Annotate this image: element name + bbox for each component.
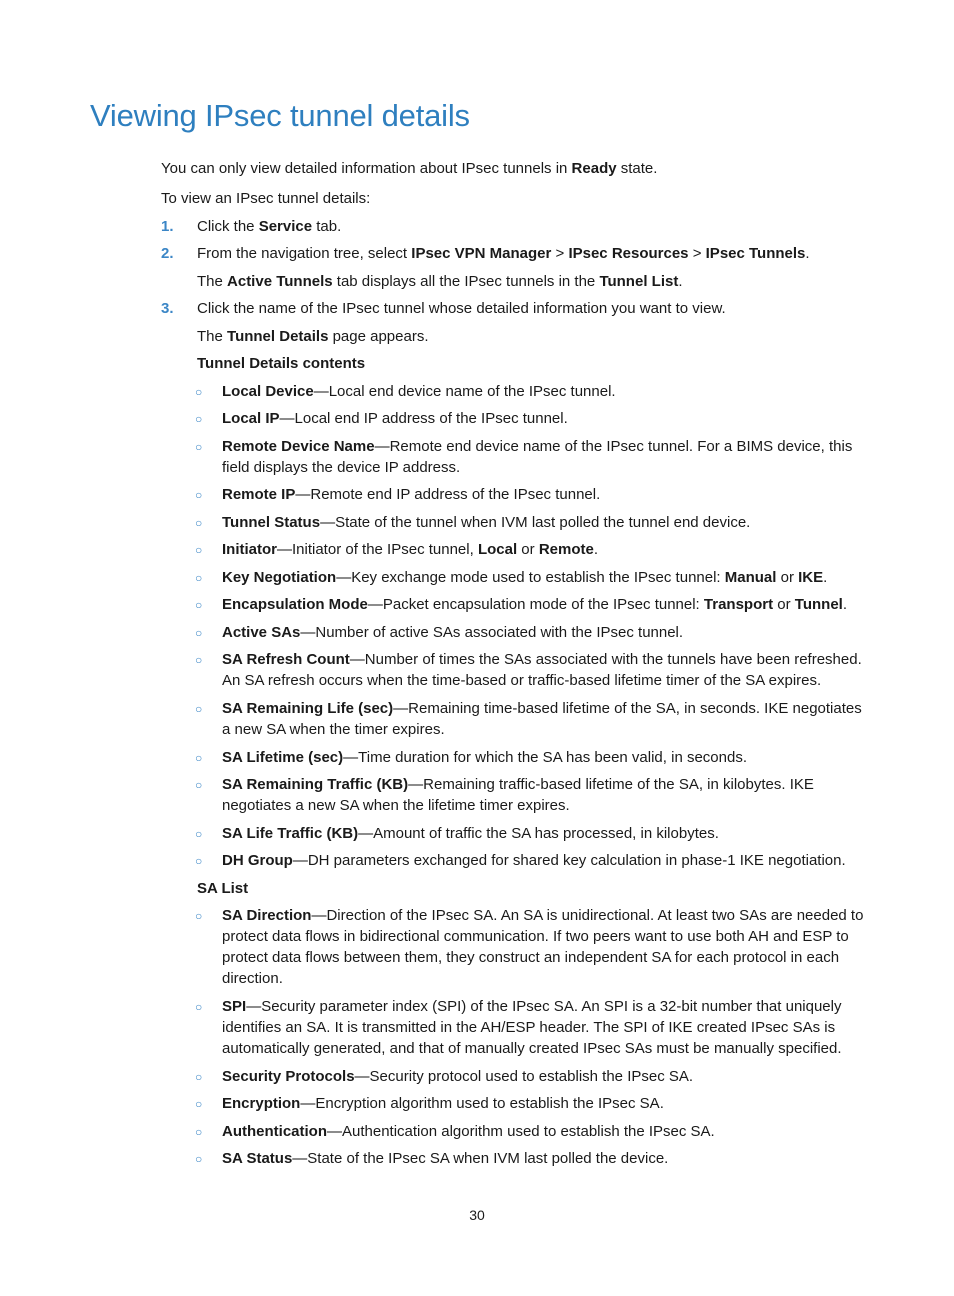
list-item	[222, 774, 867, 816]
list-item-term: SA Status	[222, 1150, 293, 1167]
list-item-description: —State of the IPsec SA when IVM last polled the device.	[292, 1150, 669, 1167]
step-3-note: The Tunnel Details page appears.	[197, 328, 429, 345]
list-item-term: SPI	[222, 998, 247, 1015]
list-item	[222, 747, 867, 768]
list-item-term: Encapsulation Mode	[222, 596, 368, 613]
section-heading-sa-list: SA List	[197, 880, 249, 897]
list-item-description: —Security protocol used to establish the IPsec SA.	[354, 1068, 694, 1085]
list-item	[222, 996, 867, 1059]
bullet-icon: ○	[195, 488, 203, 502]
list-item	[222, 622, 867, 643]
list-item	[222, 436, 867, 478]
list-item-description: —Remaining traffic-based lifetime of the SA, in kilobytes. IKE negotiates a new SA when the lifetime timer expires.	[222, 776, 814, 814]
bullet-icon: ○	[195, 778, 203, 792]
page-number: 30	[469, 1207, 485, 1223]
list-item-description: —Local end device name of the IPsec tunnel.	[313, 383, 616, 400]
list-item-description: —Remote end IP address of the IPsec tunnel.	[295, 486, 601, 503]
list-item-term: Security Protocols	[222, 1068, 355, 1085]
list-item-description: —Number of times the SAs associated with the tunnels have been refreshed. An SA refresh occurs when the time-based or traffic-based lifetime timer of the SA expires.	[222, 651, 862, 689]
list-item-term: Encryption	[222, 1095, 301, 1112]
list-item-description: —Local end IP address of the IPsec tunnel.	[279, 410, 568, 427]
bullet-icon: ○	[195, 1152, 203, 1166]
list-item-term: Tunnel Status	[222, 514, 321, 531]
list-item	[222, 484, 867, 505]
list-item	[222, 567, 867, 588]
list-item-option: or	[517, 541, 539, 558]
list-item-term: SA Remaining Life (sec)	[222, 700, 394, 717]
list-item	[222, 408, 867, 429]
list-item-term: Authentication	[222, 1123, 327, 1140]
list-item-term: Remote IP	[222, 486, 296, 503]
bullet-icon: ○	[195, 1097, 203, 1111]
step-1-text: Click the Service tab.	[197, 218, 342, 235]
list-item-option: IKE	[798, 569, 824, 586]
list-item	[222, 539, 867, 560]
bullet-icon: ○	[195, 571, 203, 585]
step-2-note: The Active Tunnels tab displays all the IPsec tunnels in the Tunnel List.	[197, 273, 683, 290]
list-item-description: —Encryption algorithm used to establish the IPsec SA.	[300, 1095, 664, 1112]
list-item-term: SA Remaining Traffic (KB)	[222, 776, 409, 793]
bullet-icon: ○	[195, 854, 203, 868]
list-item	[222, 594, 867, 615]
step-2-text: From the navigation tree, select IPsec VPN Manager > IPsec Resources > IPsec Tunnels.	[197, 245, 810, 262]
list-item	[222, 1121, 867, 1142]
list-item-description: —Remaining time-based lifetime of the SA, in seconds. IKE negotiates a new SA when the timer expires.	[222, 700, 862, 738]
bullet-icon: ○	[195, 909, 203, 923]
list-item	[222, 905, 867, 989]
list-item-description: —Direction of the IPsec SA. An SA is unidirectional. At least two SAs are needed to protect data flows in bidirectional communication. If two peers want to use both AH and ESP to protect data flows between them, they construct an independent SA for each protocol in each direction.	[222, 907, 864, 987]
list-item-option: or	[776, 569, 799, 586]
list-item	[222, 381, 867, 402]
bullet-icon: ○	[195, 1070, 203, 1084]
bullet-icon: ○	[195, 702, 203, 716]
list-item-description: —Amount of traffic the SA has processed, in kilobytes.	[358, 825, 719, 842]
list-item-term: SA Life Traffic (KB)	[222, 825, 359, 842]
bullet-icon: ○	[195, 1125, 203, 1139]
bullet-icon: ○	[195, 653, 203, 667]
page-title: Viewing IPsec tunnel details	[90, 98, 470, 133]
list-item-term: DH Group	[222, 852, 293, 869]
step-3-text: Click the name of the IPsec tunnel whose detailed information you want to view.	[197, 300, 726, 317]
bullet-icon: ○	[195, 751, 203, 765]
step-number: 3.	[161, 300, 174, 317]
list-item-term: Local Device	[222, 383, 314, 400]
list-item-option: Transport	[703, 596, 774, 613]
list-item-description: —Number of active SAs associated with the IPsec tunnel.	[300, 624, 684, 641]
bullet-icon: ○	[195, 598, 203, 612]
bullet-icon: ○	[195, 1000, 203, 1014]
list-item-description: —Security parameter index (SPI) of the IPsec SA. An SPI is a 32-bit number that uniquely identifies an SA. It is transmitted in the AH/ESP header. The SPI of IKE created IPsec SAs is automatically generated, and that of manually created IPsec SAs must be manually specified.	[222, 998, 842, 1057]
step-number: 1.	[161, 218, 174, 235]
list-item-option: Manual	[724, 569, 777, 586]
list-item-option: .	[823, 569, 828, 586]
list-item	[222, 850, 867, 871]
list-item	[222, 1148, 867, 1169]
list-item-description: —Authentication algorithm used to establish the IPsec SA.	[327, 1123, 715, 1140]
bullet-icon: ○	[195, 412, 203, 426]
intro-paragraph: You can only view detailed information about IPsec tunnels in Ready state.	[161, 160, 658, 177]
list-item-option: or	[773, 596, 795, 613]
list-item-term: SA Lifetime (sec)	[222, 749, 344, 766]
list-item	[222, 823, 867, 844]
list-item-term: SA Direction	[222, 907, 312, 924]
list-item-term: SA Refresh Count	[222, 651, 350, 668]
list-item-description: —Packet encapsulation mode of the IPsec tunnel:	[367, 596, 704, 613]
list-item-option: Tunnel	[794, 596, 843, 613]
section-heading-tunnel-details: Tunnel Details contents	[197, 355, 366, 372]
list-item-term: Local IP	[222, 410, 280, 427]
list-item-option: Local	[477, 541, 518, 558]
list-item	[222, 649, 867, 691]
bullet-icon: ○	[195, 626, 203, 640]
list-item-description: —Key exchange mode used to establish the IPsec tunnel:	[336, 569, 725, 586]
list-item-option: .	[593, 541, 599, 558]
list-item-description: —Initiator of the IPsec tunnel,	[277, 541, 478, 558]
list-item	[222, 1093, 867, 1114]
list-item	[222, 512, 867, 533]
intro-lead-in: To view an IPsec tunnel details:	[161, 190, 371, 207]
list-item-description: —Time duration for which the SA has been valid, in seconds.	[343, 749, 747, 766]
list-item	[222, 1066, 867, 1087]
bullet-icon: ○	[195, 516, 203, 530]
list-item-option: Remote	[538, 541, 594, 558]
bullet-icon: ○	[195, 827, 203, 841]
bullet-icon: ○	[195, 385, 203, 399]
list-item-description: —State of the tunnel when IVM last polled the tunnel end device.	[320, 514, 751, 531]
list-item-description: —DH parameters exchanged for shared key calculation in phase-1 IKE negotiation.	[292, 852, 846, 869]
list-item-option: .	[842, 596, 847, 613]
step-number: 2.	[161, 245, 174, 262]
bullet-icon: ○	[195, 543, 203, 557]
bullet-icon: ○	[195, 440, 203, 454]
list-item-description: —Remote end device name of the IPsec tunnel. For a BIMS device, this field displays the device IP address.	[222, 438, 853, 476]
list-item-term: Active SAs	[222, 624, 301, 641]
list-item	[222, 698, 867, 740]
list-item-term: Remote Device Name	[222, 438, 375, 455]
list-item-term: Initiator	[222, 541, 277, 558]
list-item-term: Key Negotiation	[222, 569, 337, 586]
